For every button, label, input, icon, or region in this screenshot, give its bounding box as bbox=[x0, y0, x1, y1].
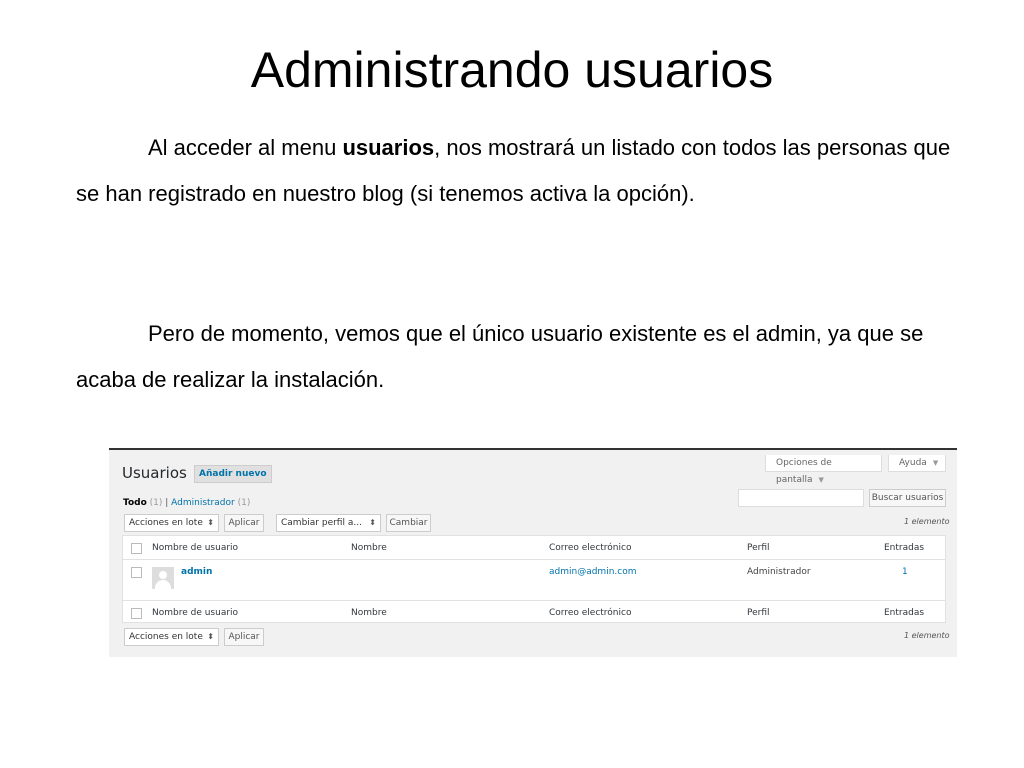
column-role: Perfil bbox=[747, 543, 770, 553]
select-all-checkbox[interactable] bbox=[131, 543, 142, 554]
column-name[interactable]: Nombre bbox=[351, 543, 387, 553]
column-posts: Entradas bbox=[884, 543, 925, 553]
table-footer-row bbox=[123, 600, 945, 624]
role-filter-links bbox=[123, 498, 250, 508]
username-link[interactable]: admin bbox=[181, 567, 213, 577]
help-tab[interactable] bbox=[888, 455, 946, 472]
column-email-footer[interactable]: Correo electrónico bbox=[549, 608, 632, 618]
add-new-user-button[interactable]: Añadir nuevo bbox=[194, 465, 272, 483]
slide-title: Administrando usuarios bbox=[250, 42, 774, 98]
bulk-actions-value: Acciones en lote bbox=[129, 632, 203, 642]
screen-options-label: Opciones de pantalla bbox=[776, 458, 832, 485]
bulk-actions-value: Acciones en lote bbox=[129, 518, 203, 528]
users-table bbox=[122, 535, 946, 623]
intro-text-start: Al acceder al menu bbox=[148, 135, 343, 160]
avatar bbox=[152, 567, 174, 589]
column-email[interactable]: Correo electrónico bbox=[549, 543, 632, 553]
second-paragraph bbox=[76, 311, 956, 403]
apply-button-top[interactable]: Aplicar bbox=[224, 514, 264, 532]
column-role-footer: Perfil bbox=[747, 608, 770, 618]
filter-admin-count: (1) bbox=[237, 498, 251, 508]
caret-down-icon: ▼ bbox=[932, 459, 939, 467]
column-posts-footer: Entradas bbox=[884, 608, 925, 618]
items-count-top: 1 elemento bbox=[904, 517, 950, 526]
change-role-button[interactable]: Cambiar bbox=[386, 514, 431, 532]
intro-paragraph bbox=[76, 125, 956, 217]
second-paragraph-text: Pero de momento, vemos que el único usuario existente es el admin, ya que se acaba de realizar la instalación. bbox=[76, 321, 924, 392]
row-role: Administrador bbox=[747, 567, 811, 577]
help-label: Ayuda bbox=[899, 458, 927, 468]
users-heading: Usuarios bbox=[122, 464, 187, 482]
table-header-row bbox=[123, 536, 945, 560]
table-row bbox=[123, 560, 945, 600]
screen-options-tab[interactable] bbox=[765, 455, 882, 485]
intro-text-end: , nos mostrará un listado con todos las personas que se han registrado en nuestro blog (si tenemos activa la opción). bbox=[76, 135, 951, 206]
users-admin-screenshot bbox=[109, 448, 957, 657]
search-users-input[interactable] bbox=[738, 489, 864, 507]
bulk-actions-select-top[interactable] bbox=[124, 514, 219, 532]
search-users-button[interactable]: Buscar usuarios bbox=[869, 489, 946, 507]
posts-count-link[interactable]: 1 bbox=[902, 567, 908, 577]
bulk-actions-select-bottom[interactable] bbox=[124, 628, 219, 646]
filter-separator: | bbox=[162, 498, 172, 508]
filter-all-link[interactable]: Todo bbox=[123, 498, 147, 508]
filter-admin-link[interactable]: Administrador bbox=[171, 498, 235, 508]
column-username[interactable]: Nombre de usuario bbox=[152, 543, 239, 553]
email-link[interactable]: admin@admin.com bbox=[549, 567, 637, 577]
updown-arrows-icon: ⬍ bbox=[207, 632, 214, 641]
caret-down-icon: ▼ bbox=[818, 476, 824, 484]
change-role-select[interactable] bbox=[276, 514, 381, 532]
row-checkbox[interactable] bbox=[131, 567, 142, 578]
select-all-checkbox-footer[interactable] bbox=[131, 608, 142, 619]
column-name-footer[interactable]: Nombre bbox=[351, 608, 387, 618]
intro-text-bold: usuarios bbox=[342, 135, 435, 160]
items-count-bottom: 1 elemento bbox=[904, 631, 950, 640]
change-role-value: Cambiar perfil a... bbox=[281, 518, 362, 528]
filter-all-count: (1) bbox=[149, 498, 163, 508]
apply-button-bottom[interactable]: Aplicar bbox=[224, 628, 264, 646]
column-username-footer[interactable]: Nombre de usuario bbox=[152, 608, 239, 618]
updown-arrows-icon: ⬍ bbox=[369, 518, 376, 527]
updown-arrows-icon: ⬍ bbox=[207, 518, 214, 527]
